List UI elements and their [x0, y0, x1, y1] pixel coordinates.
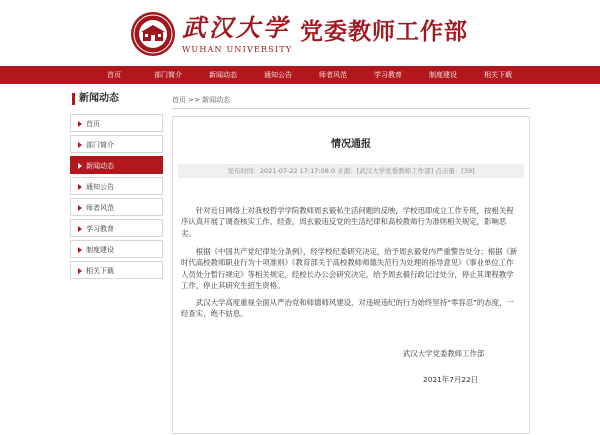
sidebar-item-label: 首页: [86, 120, 100, 128]
university-seal-icon[interactable]: [130, 11, 176, 57]
arrow-right-icon: [78, 268, 82, 274]
sidebar-item-label: 学习教育: [86, 225, 114, 233]
sidebar-title: 新闻动态: [72, 93, 119, 105]
article-date: 2021年7月22日: [423, 375, 479, 384]
article-meta: 发布时间：2021-07-22 17:17:08.0 来源：[武汉大学党委教师工作部] 点击量：[39]: [178, 164, 524, 178]
sidebar: [70, 114, 163, 282]
arrow-right-icon: [78, 247, 82, 253]
brand-name-en: WUHAN UNIVERSITY: [182, 45, 293, 54]
nav-downloads[interactable]: 相关下载: [484, 71, 512, 79]
sidebar-item-about[interactable]: [70, 135, 163, 153]
article-title: 情况通报: [331, 139, 371, 150]
nav-about[interactable]: 部门简介: [154, 71, 182, 79]
nav-home[interactable]: 首页: [107, 71, 121, 79]
article-panel: [172, 116, 530, 434]
arrow-right-icon: [78, 121, 82, 127]
article-paragraph: 根据《中国共产党纪律处分条例》，经学校纪委研究决定，给予周玄毅党内严重警告处分；根据《新时代高校教师职业行为十项准则》《教育部关于高校教师师德失范行为处理的指导意见》《事业单位工作人员处分暂行规定》等相关规定，经校长办公会研究决定，给予周玄毅行政记过处分，停止其课程教学工作，停止其研究生招生资格。: [181, 247, 518, 290]
sidebar-item-news[interactable]: [70, 156, 163, 174]
breadcrumb-divider: [172, 108, 530, 109]
sidebar-item-label: 相关下载: [86, 267, 114, 275]
site-title: 党委教师工作部: [300, 19, 468, 45]
nav-teachers[interactable]: 师者风范: [319, 71, 347, 79]
site-header: [0, 0, 600, 66]
nav-news[interactable]: 新闻动态: [209, 71, 237, 79]
arrow-right-icon: [78, 142, 82, 148]
article-signature: 武汉大学党委教师工作部: [403, 349, 485, 358]
article-paragraph: 武汉大学高度重视全面从严治党和师德师风建设，对违规违纪的行为始终坚持“零容忍”的态度，一经查实，绝不姑息。: [181, 298, 514, 319]
nav-learning[interactable]: 学习教育: [374, 71, 402, 79]
sidebar-item-rules[interactable]: [70, 240, 163, 258]
brand-logo[interactable]: [182, 14, 292, 54]
sidebar-item-learning[interactable]: [70, 219, 163, 237]
nav-notices[interactable]: 通知公告: [264, 71, 292, 79]
arrow-right-icon: [78, 184, 82, 190]
sidebar-item-label: 师者风范: [86, 204, 114, 212]
article-paragraph: 针对近日网络上对我校哲学学院教师周玄毅私生活问题的反映，学校迅即成立工作专班，按相关程序认真开展了调查核实工作。经查，周玄毅违反党的生活纪律和高校教师行为准则相关规定，影响恶劣。: [181, 206, 514, 238]
sidebar-item-home[interactable]: [70, 114, 163, 132]
sidebar-item-label: 新闻动态: [86, 162, 114, 170]
nav-rules[interactable]: 制度建设: [429, 71, 457, 79]
sidebar-item-teachers[interactable]: [70, 198, 163, 216]
main-nav: [0, 66, 600, 84]
arrow-right-icon: [78, 163, 82, 169]
sidebar-item-label: 部门简介: [86, 141, 114, 149]
breadcrumb[interactable]: 首页 >> 新闻动态: [172, 96, 231, 104]
brand-name-cn: 武汉大学: [182, 13, 290, 42]
sidebar-item-label: 制度建设: [86, 246, 114, 254]
sidebar-item-label: 通知公告: [86, 183, 114, 191]
sidebar-item-downloads[interactable]: [70, 261, 163, 279]
arrow-right-icon: [78, 226, 82, 232]
sidebar-item-notices[interactable]: [70, 177, 163, 195]
arrow-right-icon: [78, 205, 82, 211]
